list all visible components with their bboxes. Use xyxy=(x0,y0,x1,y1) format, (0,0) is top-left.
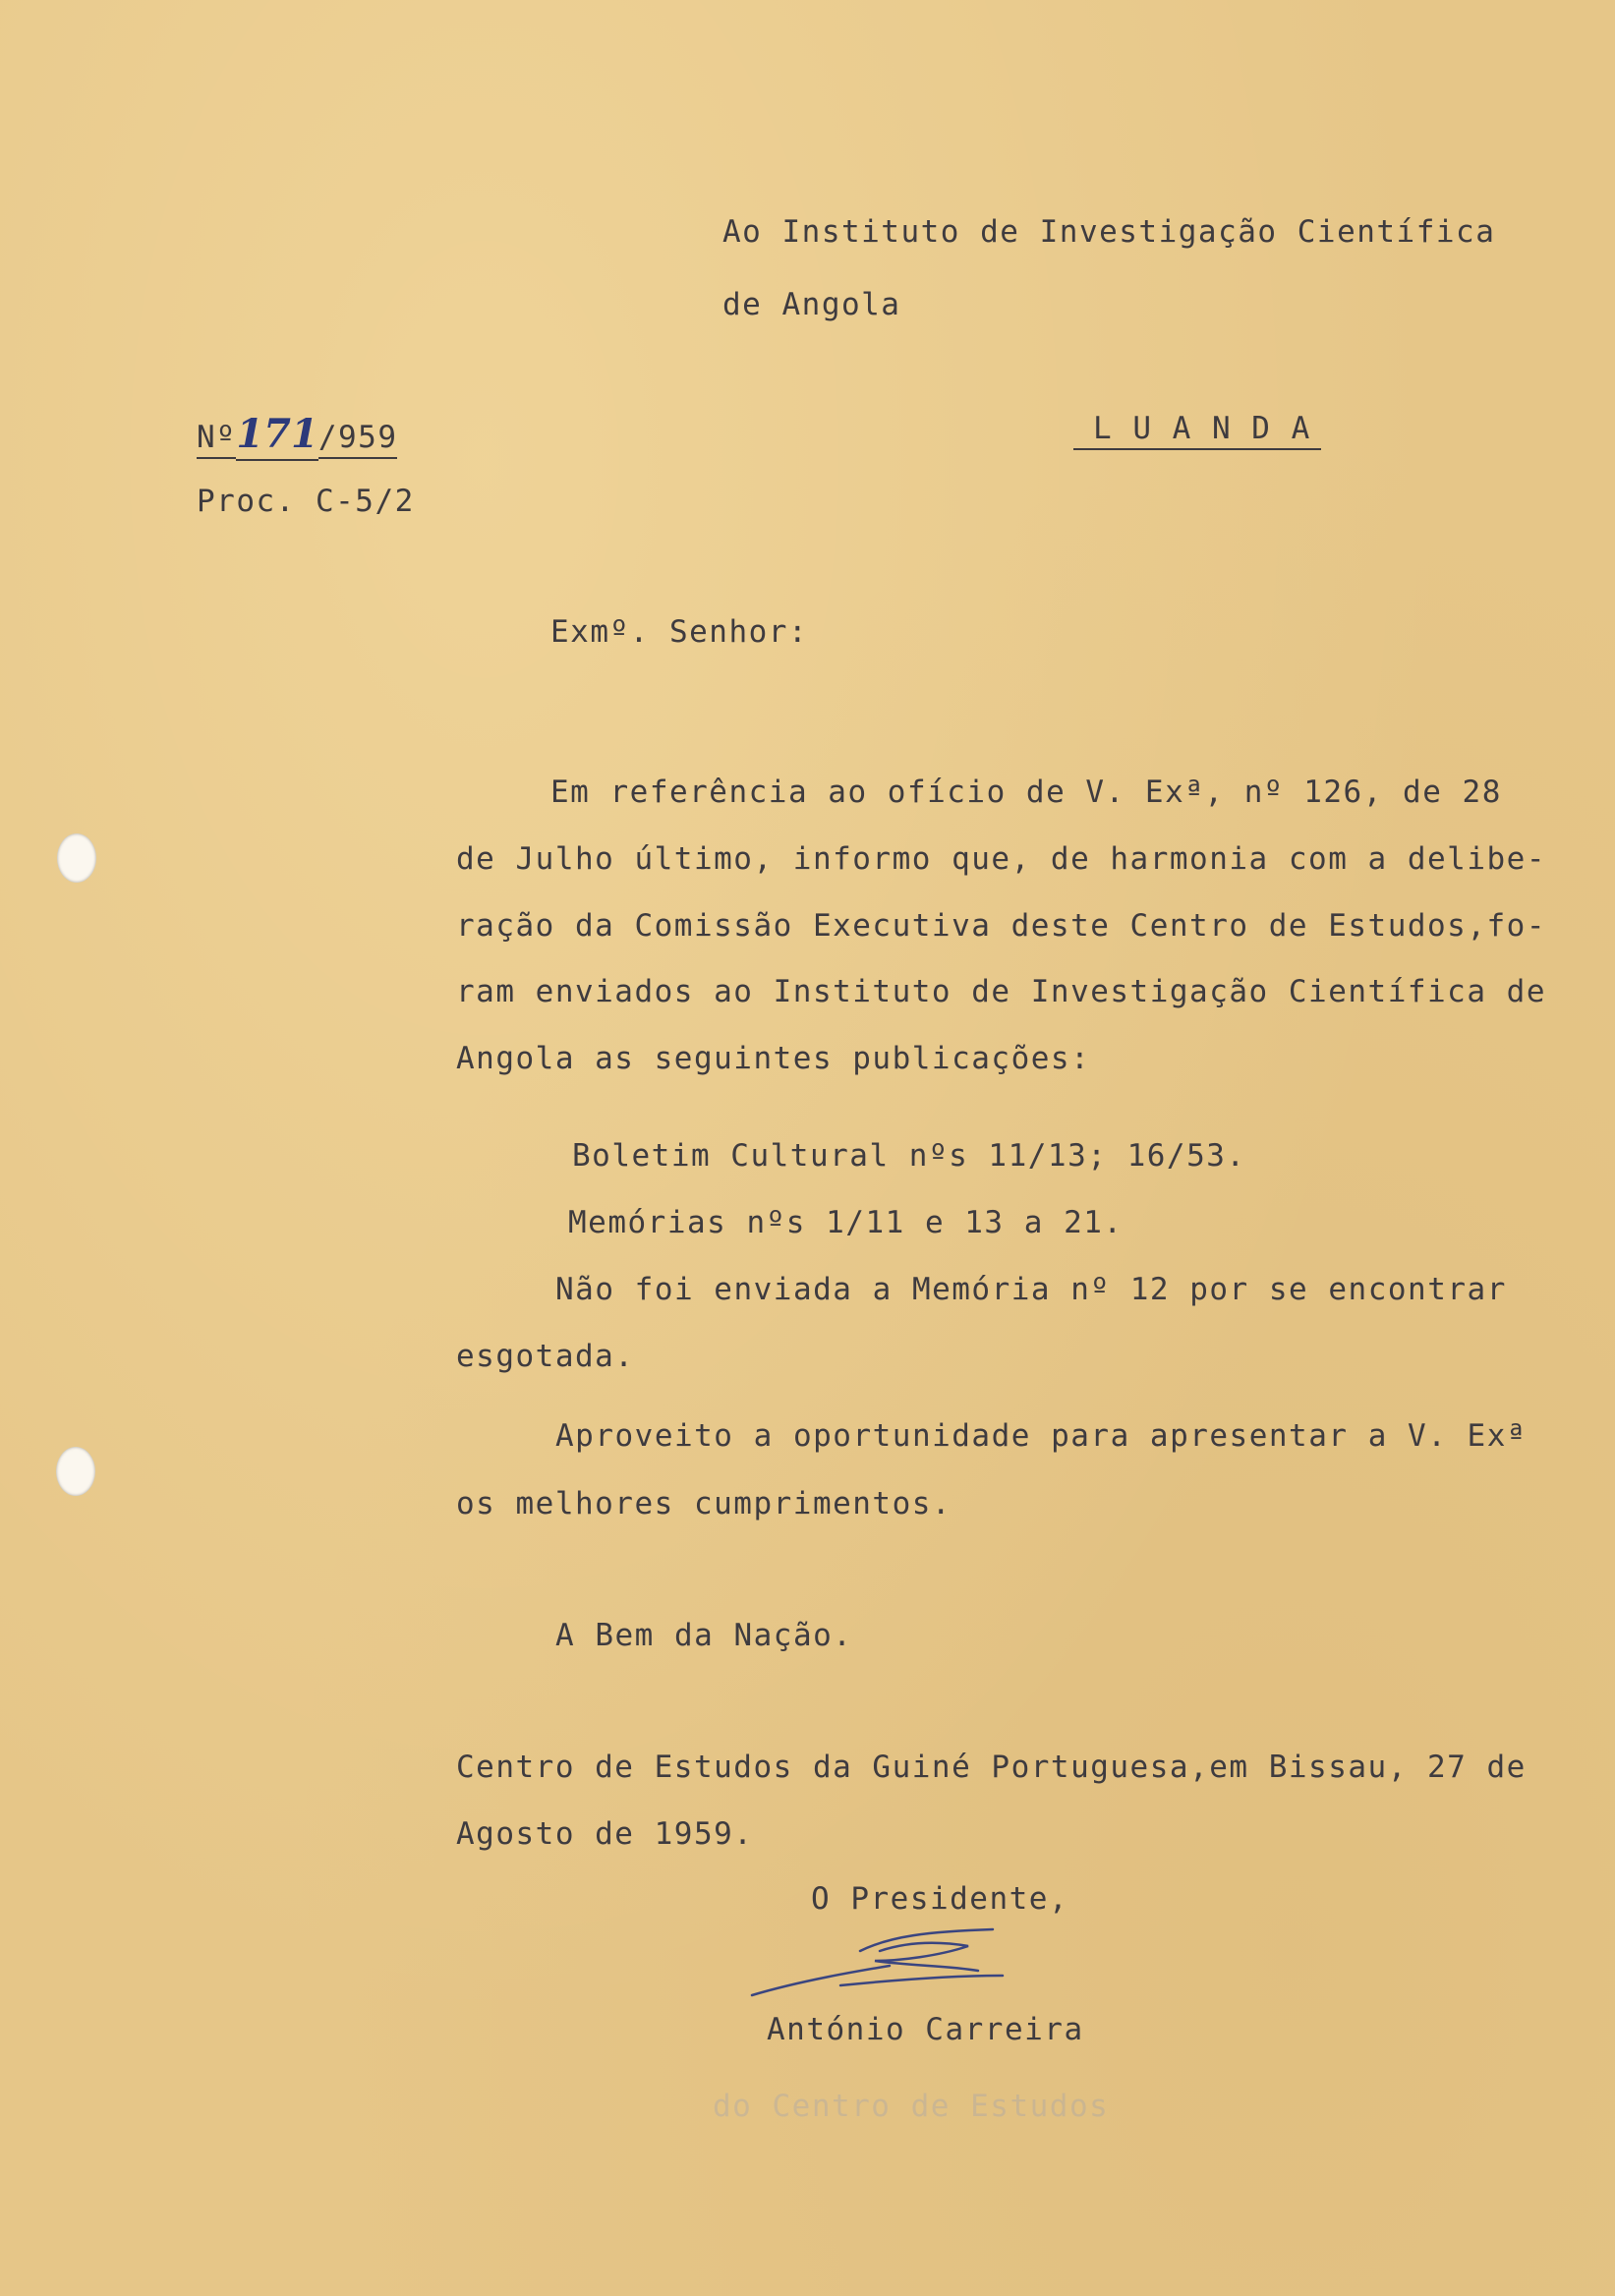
closing-formula: A Bem da Nação. xyxy=(555,1618,853,1653)
place-date-line-2: Agosto de 1959. xyxy=(456,1816,754,1852)
paragraph2-line-1: Não foi enviada a Memória nº 12 por se encontrar xyxy=(555,1272,1507,1307)
punch-hole-top xyxy=(57,833,96,883)
handwritten-signature xyxy=(742,1922,1017,2010)
paragraph1-line-5: Angola as seguintes publicações: xyxy=(456,1041,1091,1076)
salutation: Exmº. Senhor: xyxy=(550,614,809,650)
paragraph3-line-1: Aproveito a oportunidade para apresentar a V. Exª xyxy=(555,1418,1528,1454)
signatory-title: O Presidente, xyxy=(811,1881,1069,1917)
signatory-name: António Carreira xyxy=(767,2012,1084,2047)
addressee-line-2: de Angola xyxy=(722,287,901,322)
reference-number xyxy=(197,411,397,457)
faint-stamp-text: do Centro de Estudos xyxy=(713,2089,1110,2124)
reference-number-prefix: Nº xyxy=(197,420,236,459)
paragraph2-line-2: esgotada. xyxy=(456,1339,635,1374)
paragraph3-line-2: os melhores cumprimentos. xyxy=(456,1486,952,1521)
city-wrapper xyxy=(1073,411,1321,446)
paragraph1-line-4: ram enviados ao Instituto de Investigação Científica de xyxy=(456,974,1546,1009)
paragraph1-line-1: Em referência ao ofício de V. Exª, nº 126, de 28 xyxy=(550,775,1502,810)
publication-item-2: Memórias nºs 1/11 e 13 a 21. xyxy=(568,1205,1124,1240)
city: L U A N D A xyxy=(1073,411,1321,450)
paragraph1-line-2: de Julho último, informo que, de harmonia com a delibe- xyxy=(456,841,1546,877)
addressee-line-1: Ao Instituto de Investigação Científica xyxy=(722,214,1496,250)
place-date-line-1: Centro de Estudos da Guiné Portuguesa,em Bissau, 27 de xyxy=(456,1750,1527,1785)
punch-hole-bottom xyxy=(56,1447,95,1496)
paragraph1-line-3: ração da Comissão Executiva deste Centro de Estudos,fo- xyxy=(456,908,1546,944)
reference-number-handwritten: 171 xyxy=(236,411,318,461)
publication-item-1: Boletim Cultural nºs 11/13; 16/53. xyxy=(572,1138,1246,1174)
reference-number-suffix: /959 xyxy=(318,420,398,459)
process-number: Proc. C-5/2 xyxy=(197,484,415,519)
